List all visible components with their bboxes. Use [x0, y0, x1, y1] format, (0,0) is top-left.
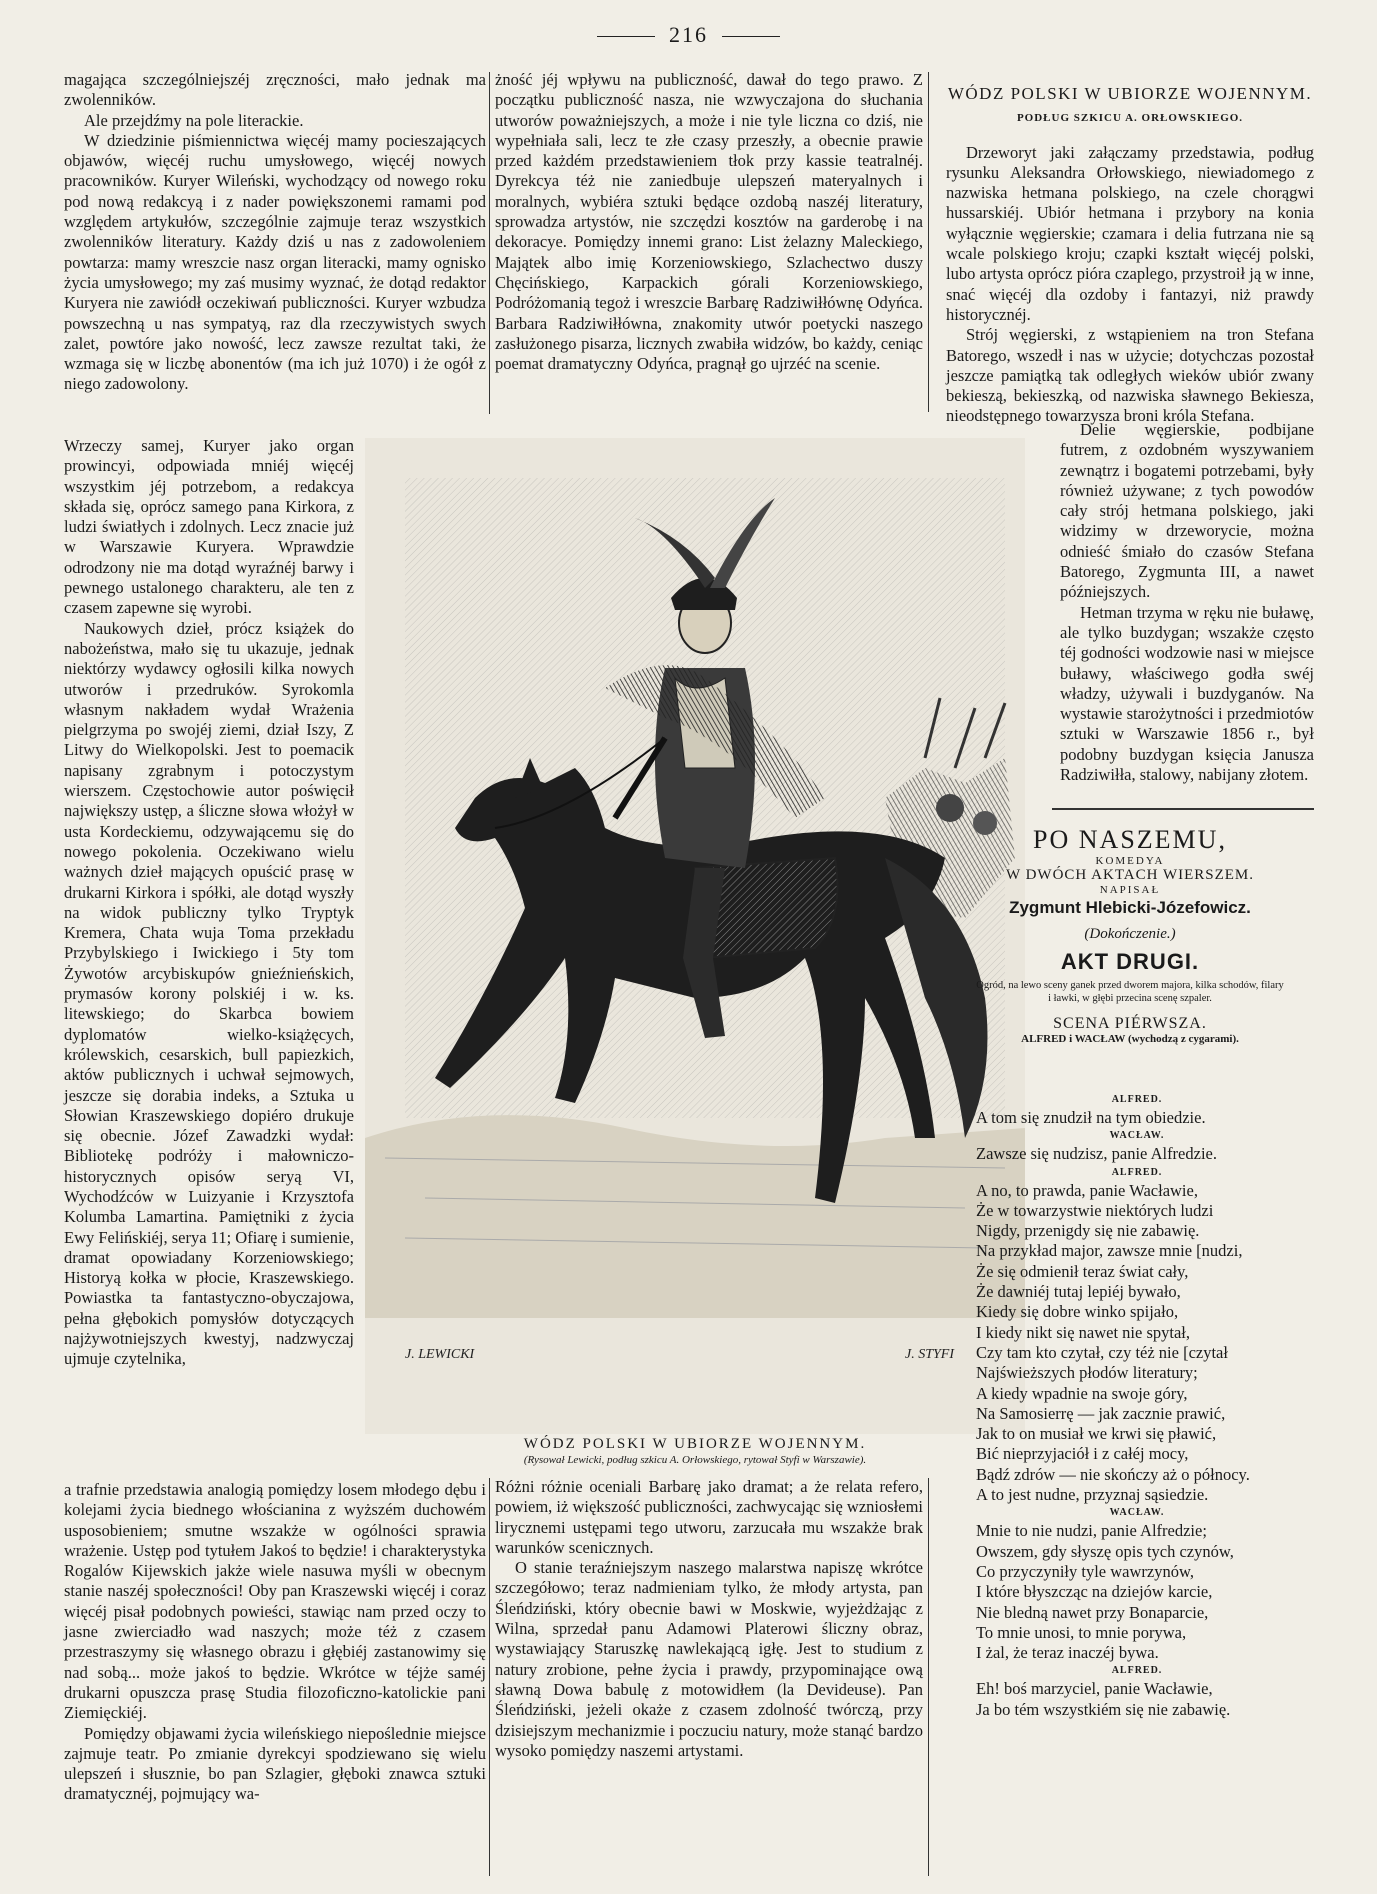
paragraph: Ale przejdźmy na pole literackie. [84, 110, 304, 130]
verse-line: Na przykład major, zawsze mnie [nudzi, [976, 1241, 1243, 1261]
verse-line: A tom się znudził na tym obiedzie. [976, 1108, 1206, 1127]
page-number-value: 216 [669, 22, 708, 47]
column-divider [489, 72, 490, 414]
left-column-bottom [64, 1480, 486, 1805]
section-divider [1052, 808, 1314, 810]
paragraph: W dziedzinie piśmiennictwa więcéj mamy pocieszających objawów, więcéj ruchu umysłowego, więcéj nowych pracowników. Kuryer Wileński, wychodzący od nowego roku pod nową redakcyą i z nader powiększonemi ramami pod względem artykułów, szczególnie zajmuje teraz wszystkich zwolenników literatury. Każdy dziś u nas z zadowoleniem powtarza: mamy wreszcie nasz organ literacki, mamy ognisko życia umysłowego; my zaś musimy wyznać, że dotąd redaktor Kuryera nie zawiódł oczekiwań publiczności. Kuryer wzbudza powszechną u nas sympatyą, raz dla rzeczywistych swych zalet, powtóre jako nowość, lecz zawsze rezultat taki, że wzmaga się w liczbę abonentów (ma ich już 1070) i że ogół z niego zadowolony. [64, 130, 486, 394]
verse-line: Że się odmienił teraz świat cały, [976, 1261, 1189, 1281]
left-column [64, 70, 486, 395]
middle-column-top [495, 70, 923, 374]
speaker-name: ALFRED. [1111, 1166, 1163, 1178]
verse-line: Ja bo tém wszystkiém się nie zabawię. [976, 1699, 1231, 1719]
verse-line: Na Samosierrę — jak zacznie prawić, [976, 1403, 1226, 1423]
speaker-name: WACŁAW. [1109, 1130, 1165, 1142]
paragraph: Drzeworyt jaki załączamy przedstawia, podług rysunku Aleksandra Orłowskiego, niewiadomego z nazwiska hetmana polskiego, na czele chorągwi hussarskiéj. Ubiór hetmana i przybory na konia wyłącznie węgierskie; czamara i delia futrzana nie są wcale polskiego kroju; czapki kształt więcéj polski, lubo artysta oprócz pióra czaplego, przystroił ją w inne, snać więcéj dla ozdoby i fantazyi, niż prawdy historycznéj. [946, 142, 1314, 324]
verse-line: A kiedy wpadnie na swoje góry, [976, 1383, 1188, 1403]
left-column-narrow [64, 436, 354, 1370]
illustration-caption [365, 1436, 1025, 1466]
paragraph: Delie węgierskie, podbijane futrem, z ozdobném wyszywaniem zewnątrz i bogatemi potrzebami, były również używane; z tych powodów cały strój hetmana polskiego, jaki widzimy w drzeworycie, można odnieść śmiało do czasów Stefana Batorego, Zygmunta III, a nawet późniejszych. [1060, 420, 1314, 602]
engraver-signature-right: J. STYFI [905, 1347, 954, 1362]
paragraph: Pomiędzy objawami życia wileńskiego niepoślednie miejsce zajmuje teatr. Po zmianie dyrekcyi spodziewano się wielu ulepszeń i słusznie, bo pan Szlagier, głęboki znawca sztuki dramatycznéj, pojmujący wa- [64, 1723, 486, 1804]
paragraph: Wrzeczy samej, Kuryer jako organ prowincyi, odpowiada mniéj więcéj wszystkim jéj potrzebom, a redakcya składa się, oprócz samego pana Kirkora, z ludzi światłych i zdolnych. Lecz znacie już w Warszawie Kuryera. Wprawdzie odrodzony nie ma dotąd wyraźnéj barwy i pewnego ustalonego charakteru, ale ten z czasem zapewne się wyrobi. [64, 436, 354, 618]
article-subtitle: PODŁUG SZKICU A. ORŁOWSKIEGO. [1016, 112, 1244, 125]
right-article-continued [1060, 420, 1314, 785]
paragraph: Strój węgierski, z wstąpieniem na tron Stefana Batorego, wszedł i nas w użycie; dotychczas pozostał jeszcze pamiątką tak odległych wieków ubiór zwany bekieszą, bekieszką, od nazwiska sławnego Bekiesza, nieodstępnego towarzysza broni króla Stefana. [946, 325, 1314, 426]
scene-heading: SCENA PIÉRWSZA. [1053, 1015, 1207, 1032]
column-divider [928, 72, 929, 412]
verse-line: Co przyczyniły tyle wawrzynów, [976, 1561, 1194, 1581]
verse-line: Mnie to nie nudzi, panie Alfredzie; [976, 1521, 1207, 1541]
verse-line: Bądź zdrów — nie skończy aż o północy. [976, 1464, 1250, 1484]
verse-line: Owszem, gdy słyszę opis tych czynów, [976, 1541, 1234, 1561]
ground [365, 1115, 1025, 1318]
paragraph: a trafnie przedstawia analogią pomiędzy losem młodego dębu i kolejami życia biednego włościanina z wyższém duchowém usposobieniem; smutne wszakże w ogólności sprawia wrażenie. Ustęp pod tytułem Jakoś to będzie! i charakterystyka Rogalów Kijewskich jakże wiele nasuwa myśli w obecnym stanie naszéj społeczności! Oby pan Kraszewski więcéj i coraz więcéj pisał podobnych powieści, stawiąc nam przed oczy to jasne zwierciadło wad naszych; może téż z czasem przestraszymy się własnego obrazu i głębiéj zastanowimy się nad sobą... może jakoś to będzie. Wkrótce w téjże saméj drukarni opuszcza prasę Studia filozoficzno-katolickie pani Ziemięckiéj. [64, 1480, 486, 1723]
act-heading: AKT DRUGI. [1060, 949, 1200, 974]
speaker-name: ALFRED. [1111, 1094, 1163, 1105]
engraver-signature-left: J. LEWICKI [405, 1347, 475, 1362]
comedy-acts: W DWÓCH AKTACH WIERSZEM. [1005, 867, 1255, 883]
scene-persons: ALFRED i WACŁAW (wychodzą z cygarami). [1021, 1033, 1239, 1045]
comedy-dialogue [960, 1092, 1314, 1720]
verse-line: Jak to on musiał we krwi się pławić, [976, 1424, 1217, 1444]
comedy-continuation: (Dokończenie.) [1084, 926, 1176, 942]
hetman-woodcut-illustration [365, 438, 1025, 1434]
verse-line: I żal, że teraz inaczéj bywa. [976, 1643, 1159, 1663]
verse-line: I które błyszcząc na dziejów karcie, [976, 1582, 1213, 1602]
paragraph: magająca szczególniejszéj zręczności, mało jednak ma zwolenników. [64, 70, 486, 110]
verse-line: A no, to prawda, panie Wacławie, [976, 1180, 1198, 1200]
comedy-heading [946, 825, 1314, 1045]
paragraph: O stanie teraźniejszym naszego malarstwa napiszę wkrótce szczegółowo; teraz nadmieniam tylko, że młody artysta, pan Śleńdziński, który obecnie bawi w Moskwie, wyjeżdżając z Wilna, sprzedał panu Adamowi Platerowi śliczny obraz, wystawiający Staruszkę nawlekającą igłę. Jest to studium z natury zrobione, pełne życia i prawdy, przypominające ową sławną Dowa babulę z motowidłem (la Devideuse). Pan Śleńdziński, jeżeli okaże z czasem zdolność twórczą, przy dzisiejszym mechanizmie i poczuciu natury, może stanąć bardzo wysoko pomiędzy naszemi artystami. [495, 1558, 923, 1760]
verse-line: Eh! boś marzyciel, panie Wacławie, [976, 1679, 1213, 1699]
speaker-name: ALFRED. [1111, 1665, 1163, 1677]
comedy-wrote-label: NAPISAŁ [1099, 884, 1161, 896]
column-divider [489, 1478, 490, 1876]
paragraph: Hetman trzyma w ręku nie buławę, ale tylko buzdygan; wszakże często téj godności wodzowie nasi w miejsce buławy, właściwego godła swéj władzy, używali i buzdyganów. Na wystawie starożytności i przedmiotów sztuki w Warszawie 1856 r., był podobny buzdygan księcia Janusza Radziwiłła, stalowy, nabijany złotem. [1060, 602, 1314, 785]
comedy-author: Zygmunt Hlebicki-Józefowicz. [1009, 898, 1251, 917]
verse-line: Kiedy się dobre winko spijało, [976, 1302, 1179, 1322]
verse-line: Zawsze się nudzisz, panie Alfredzie. [976, 1144, 1217, 1164]
right-article [946, 70, 1314, 427]
verse-line: To mnie unosi, to mnie porywa, [976, 1622, 1187, 1642]
middle-column-bottom [495, 1477, 923, 1761]
comedy-title: PO NASZEMU, [1033, 825, 1227, 854]
comedy-genre: KOMEDYA [1095, 855, 1165, 867]
article-title: WÓDZ POLSKI W UBIORZE WOJENNYM. [947, 84, 1313, 103]
verse-line: I kiedy nikt się nawet nie spytał, [976, 1322, 1190, 1342]
verse-line: A to jest nudne, przyznaj sąsiedzie. [976, 1485, 1209, 1505]
caption-credit: (Rysował Lewicki, podług szkicu A. Orłowskiego, rytował Styfi w Warszawie). [523, 1454, 867, 1466]
paragraph: Naukowych dzieł, prócz książek do nabożeństwa, mało się tu ukazuje, jednak niektórzy wydawcy ogłosili kilka nowych utworów i przedruków. Syrokomla własnym nakładem wydał Wrażenia pielgrzyma po swojéj ziemi, dział Iszy, Z Litwy do Wielkopolski. Jest to poemacik napisany zgrabnym i potoczystym wierszem. Częstochowie autor poświęcił największy ustęp, a śliczne słowa włożył w usta Kordeckiemu, odzywającemu się do nowego pokolenia. Oczekiwano wielu ważnych dzieł mających opuścić prasę w drukarni Kirkora i spółki, ale dotąd wyszły na widok publiczny tylko Tryptyk Kremera, Chata wuja Toma przekładu Przybylskiego i Iwickiego i 5ty tom Żywotów arcybiskupów gnieźnieńskich, prymasów korony polskiéj i w. ks. litewskiego; do Skarbca bowiem dyplomatów wielko-książęcych, królewskich, cesarskich, bull papiezkich, aktów publicznych i uchwał sejmowych, jeszcze się dorabia indeks, a Sztuka u Słowian Kraszewskiego dopiéro drukuje się obecnie. Józef Zawadzki wydał: Bibliotekę podróży i małowniczo-historycznych opisów seryą VI, Wychodźców w Luizyanie i Krzysztofa Kolumba Lamartina. Pamiętniki z życia Ewy Felińskiéj, serya 11; Ofiarę i sumienie, dramat opowiadany Korzeniowskiego; Historyą kołka w płocie, Kraszewskiego. Powiastka ta fantastyczno-obyczajowa, pełna głębokich pomysłów dotyczących najżywotniejszych kwestyj, nadzwyczaj ujmuje czytelnika, [64, 618, 354, 1369]
stage-direction: Ogród, na lewo sceny ganek przed dworem majora, kilka schodów, filary i ławki, w głębi przecina scenę szpaler. [976, 980, 1284, 1004]
verse-line: Najświeższych płodów literatury; [976, 1363, 1198, 1383]
caption-title: WÓDZ POLSKI W UBIORZE WOJENNYM. [523, 1436, 867, 1452]
verse-line: Nie bledną nawet przy Bonaparcie, [976, 1602, 1209, 1622]
verse-line: Że dawniéj tutaj lepiéj bywało, [976, 1282, 1181, 1302]
paragraph: żność jéj wpływu na publiczność, dawał do tego prawo. Z początku publiczność nasza, nie wzwyczajona do słuchania utworów poważniejszych, a może i nie tyle liczna co dziś, nie wypełniała sali, lecz te złe czasy przeszły, a obecnie prawie przed każdém przedstawieniem tłok przy kassie teatralnéj. Dyrekcya téż nie zaniedbuje ulepszeń materyalnych i moralnych, wybiéra sztuki będące ozdobą naszéj literatury, sprowadza artystów, nie szczędzi kosztów na garderobę i na dekoracye. Pomiędzy innemi grano: List żelazny Maleckiego, Majątek albo imię Korzeniowskiego, Szlachectwo duszy Chęcińskiego, Karpackich górali Korzeniowskiego, Podróżomanią tegoż i wreszcie Barbarę Radziwiłłównę Odyńca. Barbara Radziwiłłówna, znakomity utwór poetycki naszego zasłużonego pisarza, licznych zwabiła widzów, bo każdy, ceniąc poemat dramatyczny Odyńca, pragnął go ujrzéć na scenie. [495, 70, 923, 374]
column-divider [928, 1478, 929, 1876]
verse-line: Nigdy, przenigdy się nie zabawię. [976, 1221, 1200, 1241]
speaker-name: WACŁAW. [1109, 1507, 1165, 1519]
verse-line: Bić nieprzyjaciół i z całéj mocy, [976, 1444, 1189, 1464]
verse-line: Że w towarzystwie niektórych ludzi [976, 1200, 1214, 1220]
page-number [0, 22, 1377, 48]
paragraph: Różni różnie oceniali Barbarę jako dramat; a że relata refero, powiem, iż większość publiczności, zachwycając się wzniosłemi lirycznemi ustępami tego utworu, zarzucała mu wszakże brak warunków scenicznych. [495, 1477, 923, 1557]
verse-line: Czy tam kto czytał, czy téż nie [czytał [976, 1342, 1228, 1362]
